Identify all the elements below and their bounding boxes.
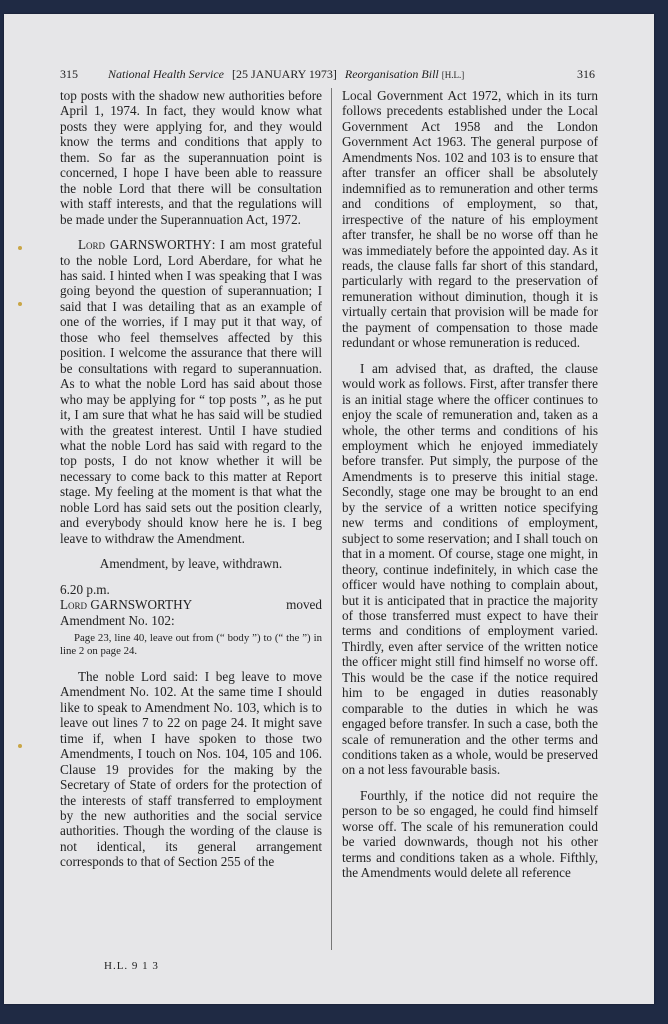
speaker-name: Lord GARNSWORTHY: [78, 237, 212, 253]
header-date: [25 JANUARY 1973]: [231, 67, 337, 81]
left-paragraph-2: [60, 237, 322, 546]
amendment-withdrawn: Amendment, by leave, withdrawn.: [99, 556, 283, 572]
margin-mark: [18, 302, 22, 306]
right-paragraph-1: Local Government Act 1972, which in its turn follows precedents established under the Local Government Act 1958 and the London Government Act 1963. The general purpose of Amendments Nos. 102 and 103 is to ensure that after transfer an officer shall be absolutely indemnified as to remuneration and other terms and conditions of employment, so that, irrespective of the nature of his employment after transfer, he shall be no worse off than he was immediately before the appointed day. As it reads, the clause falls far short of this standard, particularly with regard to the preservation of remuneration without diminution, though it is virtually certain that provision will be made for the payment of compensation to those made redundant or whose remuneration is reduced.: [342, 88, 598, 351]
header-title-left: National Health Service: [108, 67, 224, 81]
motion-amendment: Amendment No. 102:: [60, 612, 175, 628]
header-house: [H.L.]: [441, 70, 465, 80]
left-column: [60, 88, 322, 870]
left-paragraph-1: top posts with the shadow new authorities before April 1, 1974. In fact, they would know what posts they were applying for, and they would know the terms and conditions that apply to them. So far as the superannuation point is concerned, I hope I have been able to reassure the noble Lord that there will be consultation with staff interests, and that the regulations will be made under the Superannuation Act, 1972.: [60, 88, 322, 227]
right-paragraph-3: Fourthly, if the notice did not require the person to be so engaged, he could find himself worse off. The scale of his remuneration could be varied downwards, though not his other terms and conditions taken as a whole. Fifthly, the Amendments would delete all reference: [342, 787, 598, 881]
right-column: [342, 88, 598, 881]
page-header: [60, 66, 595, 83]
page-number-right: 316: [577, 67, 595, 81]
amendment-text: Page 23, line 40, leave out from (“ body ”) to (“ the ”) in line 2 on page 24.: [60, 631, 322, 658]
speech-text: : I am most grateful to the noble Lord, Lord Aberdare, for what he has said. I hinted when I was speaking that I was going beyond the question of superannuation; I said that I was detailing that as an example of one of the worries, if I may put it that way, of those who feel themselves affected by this position. I welcome the assurance that there will be consultations with regard to superannuation. As to what the noble Lord has said about those who may be applying for “ top posts ”, as he put it, I am sure that what he has said will be studied with the greatest interest. Until I have studied what the noble Lord has said with regard to the top posts, I do not know whether it will be necessary to come back to this matter at Report stage. My feeling at the moment is that what the noble Lord has said sets out the position clearly, and everybody should know here he is. I beg leave to withdraw the Amendment.: [60, 237, 322, 546]
margin-mark: [18, 246, 22, 250]
document-page: [4, 14, 654, 1004]
column-divider: [331, 88, 332, 950]
page-footer: H.L. 9 1 3: [104, 960, 159, 972]
margin-mark: [18, 744, 22, 748]
right-paragraph-2: I am advised that, as drafted, the clause would work as follows. First, after transfer there is an initial stage where the officer continues to enjoy the scale of remuneration and, taken as a whole, the other terms and conditions of his employment which he enjoyed immediately before transfer. Put simply, the purpose of the Amendments is to preserve this initial stage. Secondly, stage one may be brought to an end by the service of a written notice specifying new terms and conditions of employment, subject to some reservation; and I shall touch on that in a moment. Of course, stage one might, in theory, continue indefinitely, in which case the officer would have nothing to complain about, but it is anticipated that in practice the majority of those transferred must expect to have their terms and conditions of employment varied. Thirdly, even after service of the written notice the officer might still find himself no worse off. This would be the case if the notice required him to be engaged in duties reasonably comparable to the duties in which he was engaged before transfer. In such a case, both the scale of remuneration and the other terms and conditions taken as a whole, would be preserved on a not less favourable basis.: [342, 360, 598, 778]
motion-verb: moved: [286, 597, 322, 613]
time-stamp: 6.20 p.m.: [60, 581, 110, 597]
header-title-right: Reorganisation Bill: [344, 67, 439, 81]
motion-speaker: Lord GARNSWORTHY: [60, 597, 193, 613]
page-number-left: 315: [60, 67, 78, 81]
left-paragraph-3: The noble Lord said: I beg leave to move Amendment No. 102. At the same time I should like to speak to Amendment No. 103, which is to leave out lines 7 to 22 on page 24. It might save time if, when I have spoken to those two Amendments, I touch on Nos. 104, 105 and 106. Clause 19 provides for the making by the Secretary of State of orders for the protection of the interests of staff transferred to employment by the new authorities and the social service authorities. Though the wording of the clause is not identical, its general arrangement corresponds to that of Section 255 of the: [60, 668, 322, 870]
motion-line: [60, 597, 322, 612]
